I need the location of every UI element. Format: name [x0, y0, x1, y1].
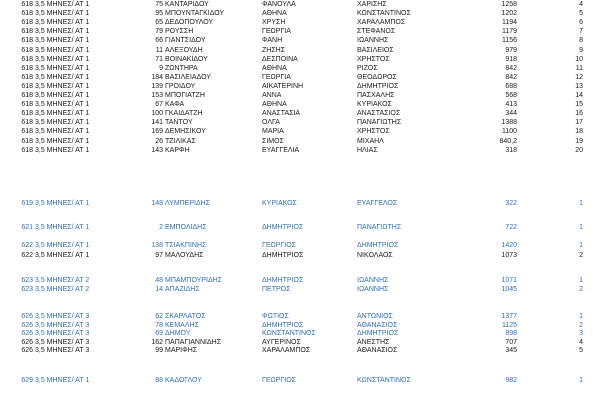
father-name-cell: ΠΑΣΧΑΛΗΣ: [357, 92, 395, 99]
table-row: [0, 376, 600, 386]
number-cell: 2: [159, 224, 163, 231]
score-cell: 688: [505, 82, 517, 90]
code-cell: 618: [21, 37, 33, 45]
father-name-cell: ΠΑΝΑΓΙΩΤΗΣ: [357, 119, 402, 127]
period-cell: 3,5 ΜΗΝΕΣ/ ΑΤ 3: [35, 321, 90, 329]
father-name-cell: ΑΘΑΝΑΣΙΟΣ: [357, 321, 398, 329]
father-name-cell: ΒΑΣΙΛΕΙΟΣ: [357, 46, 394, 54]
number-cell: 141: [151, 119, 163, 127]
score-cell: 318: [505, 146, 517, 154]
first-name-cell: ΓΕΩΡΓΙΑ: [262, 28, 291, 36]
period-cell: 3,5 ΜΗΝΕΣ/ ΑΤ 1: [35, 251, 90, 259]
rank-cell: 10: [575, 55, 583, 63]
number-cell: 67: [155, 101, 163, 109]
period-cell: 3,5 ΜΗΝΕΣ/ ΑΤ 3: [35, 330, 90, 338]
surname-cell: ΚΑΡΦΗ: [165, 146, 190, 154]
number-cell: 143: [151, 146, 163, 154]
table-row: [0, 146, 600, 156]
first-name-cell: ΖΗΣΗΣ: [262, 46, 286, 54]
rank-cell: 7: [579, 28, 583, 36]
code-cell: 626: [21, 330, 33, 338]
code-cell: 618: [21, 119, 33, 127]
rank-cell: 15: [575, 101, 583, 109]
father-name-cell: ΑΝΤΩΝΙΟΣ: [357, 313, 393, 320]
score-cell: 1388: [501, 119, 517, 127]
score-cell: 345: [505, 347, 517, 355]
number-cell: 79: [155, 28, 163, 36]
surname-cell: ΚΕΜΑΛΗΣ: [165, 321, 199, 329]
period-cell: 3,5 ΜΗΝΕΣ/ ΑΤ 1: [35, 377, 90, 384]
first-name-cell: ΓΕΩΡΓΙΟΣ: [262, 377, 296, 384]
code-cell: 618: [21, 46, 33, 54]
period-cell: 3,5 ΜΗΝΕΣ/ ΑΤ 1: [35, 10, 90, 18]
rank-cell: 9: [579, 46, 583, 54]
rank-cell: 8: [579, 37, 583, 45]
code-cell: 626: [21, 321, 33, 329]
code-cell: 618: [21, 28, 33, 36]
surname-cell: ΖΩΝΤΗΡΑ: [165, 64, 198, 72]
period-cell: 3,5 ΜΗΝΕΣ/ ΑΤ 1: [35, 46, 90, 54]
rank-cell: 6: [579, 19, 583, 27]
table-row: [0, 223, 600, 233]
period-cell: 3,5 ΜΗΝΕΣ/ ΑΤ 1: [35, 82, 90, 90]
rank-cell: 17: [575, 119, 583, 127]
score-cell: 1073: [501, 251, 517, 259]
surname-cell: ΕΜΠΟΛΙΔΗΣ: [165, 224, 207, 231]
rank-cell: 5: [579, 347, 583, 355]
code-cell: 629: [21, 377, 33, 384]
code-cell: 619: [21, 200, 33, 207]
surname-cell: ΒΑΣΙΛΕΙΑΔΟΥ: [165, 73, 211, 81]
rank-cell: 12: [575, 73, 583, 81]
father-name-cell: ΧΑΡΙΣΗΣ: [357, 1, 387, 8]
number-cell: 14: [155, 285, 163, 293]
code-cell: 618: [21, 82, 33, 90]
table-row: [0, 199, 600, 209]
score-cell: 568: [505, 92, 517, 99]
code-cell: 618: [21, 110, 33, 118]
code-cell: 618: [21, 64, 33, 72]
number-cell: 48: [155, 277, 163, 284]
surname-cell: ΚΑΝΤΑΡΙΔΟΥ: [165, 1, 209, 8]
period-cell: 3,5 ΜΗΝΕΣ/ ΑΤ 1: [35, 73, 90, 81]
surname-cell: ΤΣΙΑΚΠΙΝΗΣ: [165, 242, 207, 249]
period-cell: 3,5 ΜΗΝΕΣ/ ΑΤ 1: [35, 37, 90, 45]
father-name-cell: ΑΝΑΣΤΑΣΙΟΣ: [357, 110, 401, 118]
father-name-cell: ΚΩΝΣΤΑΝΤΙΝΟΣ: [357, 10, 411, 18]
score-cell: 707: [505, 338, 517, 346]
number-cell: 138: [151, 242, 163, 249]
period-cell: 3,5 ΜΗΝΕΣ/ ΑΤ 2: [35, 285, 90, 293]
number-cell: 9: [159, 64, 163, 72]
first-name-cell: ΣΙΜΟΣ: [262, 137, 284, 145]
code-cell: 622: [21, 242, 33, 249]
code-cell: 622: [21, 251, 33, 259]
period-cell: 3,5 ΜΗΝΕΣ/ ΑΤ 1: [35, 137, 90, 145]
score-cell: 1179: [501, 28, 517, 36]
first-name-cell: ΓΕΩΡΓΙΟΣ: [262, 242, 296, 249]
rank-cell: 3: [579, 330, 583, 338]
father-name-cell: ΧΑΡΑΛΑΜΠΟΣ: [357, 19, 406, 27]
surname-cell: ΜΠΑΜΠΟΥΡΙΔΗΣ: [165, 277, 223, 284]
score-cell: 842: [505, 64, 517, 72]
rank-cell: 2: [579, 251, 583, 259]
number-cell: 66: [155, 37, 163, 45]
number-cell: 162: [151, 338, 163, 346]
rank-cell: 1: [579, 242, 583, 249]
surname-cell: ΛΥΜΠΕΡΙΔΗΣ: [165, 200, 211, 207]
surname-cell: ΡΟΥΣΣΗ: [165, 28, 194, 36]
code-cell: 626: [21, 338, 33, 346]
first-name-cell: ΔΗΜΗΤΡΙΟΣ: [262, 251, 304, 259]
surname-cell: ΓΚΑΙΔΑΤΖΗ: [165, 110, 203, 118]
rank-cell: 1: [579, 200, 583, 207]
period-cell: 3,5 ΜΗΝΕΣ/ ΑΤ 3: [35, 347, 90, 355]
period-cell: 3,5 ΜΗΝΕΣ/ ΑΤ 1: [35, 224, 90, 231]
first-name-cell: ΑΘΗΝΑ: [262, 101, 287, 109]
first-name-cell: ΚΩΝΣΤΑΝΤΙΝΟΣ: [262, 330, 316, 338]
number-cell: 62: [155, 313, 163, 320]
rank-cell: 13: [575, 82, 583, 90]
rank-cell: 20: [575, 146, 583, 154]
table-row: [0, 241, 600, 251]
surname-cell: ΑΛΕΞΟΥΔΗ: [165, 46, 203, 54]
first-name-cell: ΔΕΣΠΟΙΝΑ: [262, 55, 298, 63]
code-cell: 618: [21, 101, 33, 109]
father-name-cell: ΝΙΚΟΛΑΟΣ: [357, 251, 393, 259]
period-cell: 3,5 ΜΗΝΕΣ/ ΑΤ 1: [35, 110, 90, 118]
code-cell: 623: [21, 285, 33, 293]
first-name-cell: ΑΝΑΣΤΑΣΙΑ: [262, 110, 301, 118]
score-cell: 1258: [501, 1, 517, 8]
code-cell: 618: [21, 146, 33, 154]
number-cell: 184: [151, 73, 163, 81]
first-name-cell: ΚΥΡΙΑΚΟΣ: [262, 200, 297, 207]
surname-cell: ΣΚΑΡΛΑΤΟΣ: [165, 313, 206, 320]
number-cell: 139: [151, 82, 163, 90]
score-cell: 842: [505, 73, 517, 81]
father-name-cell: ΧΡΗΣΤΟΣ: [357, 128, 390, 136]
surname-cell: ΚΑΔΟΓΛΟΥ: [165, 377, 202, 384]
code-cell: 618: [21, 1, 33, 8]
father-name-cell: ΑΝΕΣΤΗΣ: [357, 338, 390, 346]
surname-cell: ΔΗΜΟΥ: [165, 330, 191, 338]
code-cell: 618: [21, 128, 33, 136]
father-name-cell: ΔΗΜΗΤΡΙΟΣ: [357, 330, 399, 338]
period-cell: 3,5 ΜΗΝΕΣ/ ΑΤ 1: [35, 28, 90, 36]
score-cell: 1156: [501, 37, 517, 45]
number-cell: 100: [151, 110, 163, 118]
rank-cell: 16: [575, 110, 583, 118]
code-cell: 618: [21, 137, 33, 145]
score-cell: 1125: [501, 321, 517, 329]
first-name-cell: ΑΘΗΝΑ: [262, 10, 287, 18]
first-name-cell: ΦΩΤΙΟΣ: [262, 313, 289, 320]
number-cell: 71: [155, 55, 163, 63]
surname-cell: ΜΑΡΙΦΗΣ: [165, 347, 198, 355]
period-cell: 3,5 ΜΗΝΕΣ/ ΑΤ 1: [35, 242, 90, 249]
surname-cell: ΒΟΙΝΑΚΙΔΟΥ: [165, 55, 208, 63]
rank-cell: 4: [579, 1, 583, 8]
father-name-cell: ΔΗΜΗΤΡΙΟΣ: [357, 242, 399, 249]
score-cell: 918: [505, 55, 517, 63]
rank-cell: 2: [579, 285, 583, 293]
score-cell: 979: [505, 46, 517, 54]
score-cell: 322: [505, 200, 517, 207]
score-cell: 1420: [501, 242, 517, 249]
father-name-cell: ΚΩΝΣΤΑΝΤΙΝΟΣ: [357, 377, 411, 384]
rank-cell: 18: [575, 128, 583, 136]
number-cell: 65: [155, 19, 163, 27]
code-cell: 618: [21, 10, 33, 18]
father-name-cell: ΘΕΟΔΩΡΟΣ: [357, 73, 397, 81]
first-name-cell: ΧΡΥΣΗ: [262, 19, 286, 27]
code-cell: 623: [21, 277, 33, 284]
first-name-cell: ΦΑΝΗ: [262, 37, 283, 45]
code-cell: 626: [21, 347, 33, 355]
number-cell: 99: [155, 347, 163, 355]
score-cell: 982: [505, 377, 517, 384]
rank-cell: 19: [575, 137, 583, 145]
first-name-cell: ΑΙΚΑΤΕΡΙΝΗ: [262, 82, 304, 90]
rank-cell: 5: [579, 10, 583, 18]
code-cell: 621: [21, 224, 33, 231]
score-cell: 1071: [501, 277, 517, 284]
surname-cell: ΤΖΙΛΙΚΑΣ: [165, 137, 196, 145]
father-name-cell: ΣΤΕΦΑΝΟΣ: [357, 28, 396, 36]
surname-cell: ΤΑΝΤΟΥ: [165, 119, 193, 127]
first-name-cell: ΕΥΑΓΓΕΛΙΑ: [262, 146, 300, 154]
number-cell: 148: [151, 200, 163, 207]
surname-cell: ΓΙΑΝΤΣΙΔΟΥ: [165, 37, 206, 45]
first-name-cell: ΧΑΡΑΛΑΜΠΟΣ: [262, 347, 311, 355]
number-cell: 88: [155, 377, 163, 384]
rank-cell: 11: [575, 64, 583, 72]
first-name-cell: ΔΗΜΗΤΡΙΟΣ: [262, 224, 304, 231]
period-cell: 3,5 ΜΗΝΕΣ/ ΑΤ 1: [35, 101, 90, 109]
rank-cell: 4: [579, 338, 583, 346]
first-name-cell: ΟΛΓΑ: [262, 119, 280, 127]
number-cell: 95: [155, 10, 163, 18]
first-name-cell: ΜΑΡΙΑ: [262, 128, 284, 136]
score-cell: 1045: [501, 285, 517, 293]
father-name-cell: ΙΩΑΝΝΗΣ: [357, 277, 389, 284]
code-cell: 618: [21, 92, 33, 99]
code-cell: 618: [21, 55, 33, 63]
number-cell: 75: [155, 1, 163, 8]
surname-cell: ΚΑΦΑ: [165, 101, 185, 109]
surname-cell: ΜΠΟΥΝΤΑΓΚΙΔΟΥ: [165, 10, 225, 18]
score-cell: 1194: [501, 19, 517, 27]
period-cell: 3,5 ΜΗΝΕΣ/ ΑΤ 1: [35, 64, 90, 72]
father-name-cell: ΡΙΖΟΣ: [357, 64, 378, 72]
rank-cell: 14: [575, 92, 583, 99]
surname-cell: ΜΠΟΓΙΑΤΖΗ: [165, 92, 205, 99]
score-cell: 1377: [501, 313, 517, 320]
number-cell: 26: [155, 137, 163, 145]
father-name-cell: ΙΩΑΝΝΗΣ: [357, 37, 389, 45]
table-row: [0, 251, 600, 261]
number-cell: 69: [155, 330, 163, 338]
father-name-cell: ΚΥΡΙΑΚΟΣ: [357, 101, 392, 109]
period-cell: 3,5 ΜΗΝΕΣ/ ΑΤ 1: [35, 128, 90, 136]
father-name-cell: ΙΩΑΝΝΗΣ: [357, 285, 389, 293]
first-name-cell: ΑΥΓΕΡΙΝΟΣ: [262, 338, 301, 346]
rank-cell: 1: [579, 377, 583, 384]
surname-cell: ΠΑΠΑΓΙΑΝΝΙΔΗΣ: [165, 338, 222, 346]
father-name-cell: ΔΗΜΗΤΡΙΟΣ: [357, 82, 399, 90]
father-name-cell: ΜΙΧΑΗΛ: [357, 137, 384, 145]
period-cell: 3,5 ΜΗΝΕΣ/ ΑΤ 1: [35, 146, 90, 154]
number-cell: 11: [155, 46, 163, 54]
first-name-cell: ΔΗΜΗΤΡΙΟΣ: [262, 321, 304, 329]
father-name-cell: ΧΡΗΣΤΟΣ: [357, 55, 390, 63]
father-name-cell: ΑΘΑΝΑΣΙΟΣ: [357, 347, 398, 355]
period-cell: 3,5 ΜΗΝΕΣ/ ΑΤ 1: [35, 19, 90, 27]
score-cell: 1202: [501, 10, 517, 18]
score-cell: 413: [505, 101, 517, 109]
period-cell: 3,5 ΜΗΝΕΣ/ ΑΤ 3: [35, 338, 90, 346]
first-name-cell: ΦΑΝΟΥΛΑ: [262, 1, 296, 8]
surname-cell: ΓΡΟΙΔΟΥ: [165, 82, 196, 90]
period-cell: 3,5 ΜΗΝΕΣ/ ΑΤ 1: [35, 200, 90, 207]
score-cell: 840,2: [499, 137, 517, 145]
number-cell: 78: [155, 321, 163, 329]
period-cell: 3,5 ΜΗΝΕΣ/ ΑΤ 3: [35, 313, 90, 320]
score-cell: 898: [505, 330, 517, 338]
father-name-cell: ΕΥΑΓΓΕΛΟΣ: [357, 200, 398, 207]
code-cell: 618: [21, 73, 33, 81]
first-name-cell: ΔΗΜΗΤΡΙΟΣ: [262, 277, 304, 284]
surname-cell: ΔΕΜΗΣΙΚΟΥ: [165, 128, 206, 136]
surname-cell: ΜΑΛΟΥΔΗΣ: [165, 251, 204, 259]
score-cell: 722: [505, 224, 517, 231]
table-row: [0, 346, 600, 356]
first-name-cell: ΑΝΝΑ: [262, 92, 282, 99]
table-row: [0, 285, 600, 295]
surname-cell: ΔΕΔΟΠΟΥΛΟΥ: [165, 19, 214, 27]
period-cell: 3,5 ΜΗΝΕΣ/ ΑΤ 1: [35, 119, 90, 127]
rank-cell: 2: [579, 321, 583, 329]
rank-cell: 1: [579, 313, 583, 320]
score-cell: 344: [505, 110, 517, 118]
score-cell: 1100: [501, 128, 517, 136]
father-name-cell: ΠΑΝΑΓΙΩΤΗΣ: [357, 224, 402, 231]
first-name-cell: ΑΘΗΝΑ: [262, 64, 287, 72]
code-cell: 626: [21, 313, 33, 320]
number-cell: 97: [155, 251, 163, 259]
surname-cell: ΑΠΑΖΙΔΗΣ: [165, 285, 200, 293]
period-cell: 3,5 ΜΗΝΕΣ/ ΑΤ 2: [35, 277, 90, 284]
first-name-cell: ΓΕΩΡΓΙΑ: [262, 73, 291, 81]
rank-cell: 1: [579, 277, 583, 284]
period-cell: 3,5 ΜΗΝΕΣ/ ΑΤ 1: [35, 1, 90, 8]
father-name-cell: ΗΛΙΑΣ: [357, 146, 378, 154]
number-cell: 153: [151, 92, 163, 99]
period-cell: 3,5 ΜΗΝΕΣ/ ΑΤ 1: [35, 92, 90, 99]
number-cell: 169: [151, 128, 163, 136]
first-name-cell: ΠΕΤΡΟΣ: [262, 285, 291, 293]
rank-cell: 1: [579, 224, 583, 231]
code-cell: 618: [21, 19, 33, 27]
period-cell: 3,5 ΜΗΝΕΣ/ ΑΤ 1: [35, 55, 90, 63]
